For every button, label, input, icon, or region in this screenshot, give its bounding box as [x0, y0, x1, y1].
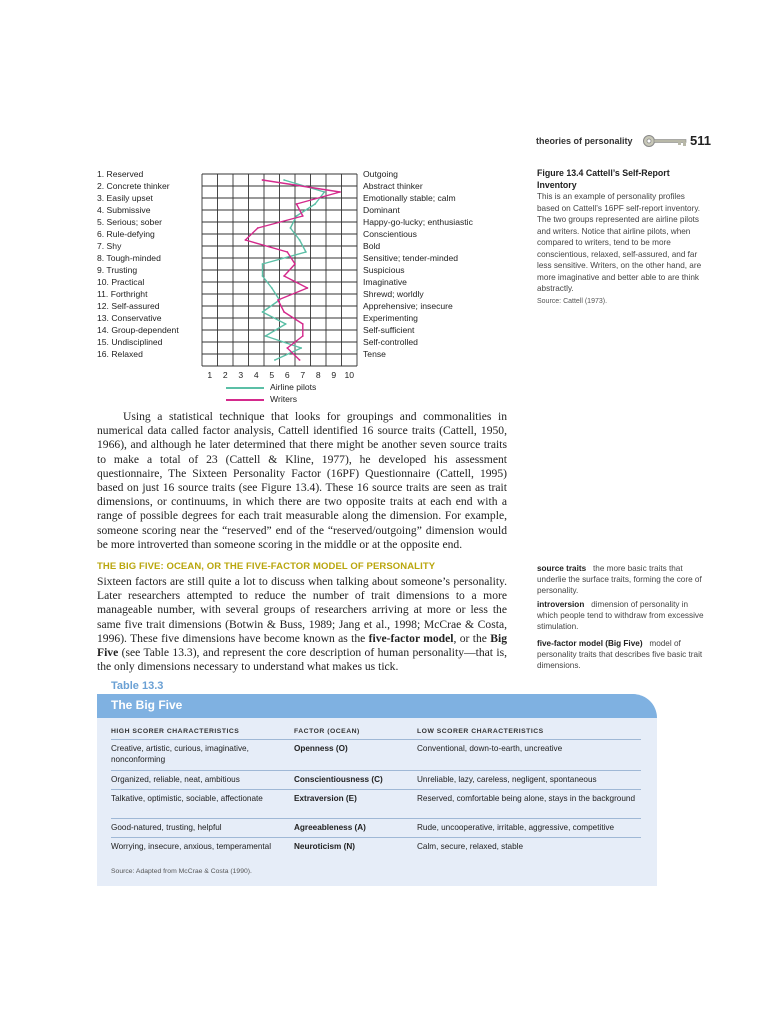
- low-scorer-cell: Unreliable, lazy, careless, negligent, spontaneous: [417, 775, 597, 784]
- right-trait-12: Apprehensive; insecure: [363, 301, 453, 311]
- low-scorer-cell: Conventional, down-to-earth, uncreative: [417, 744, 563, 753]
- header-low-scorer: LOW SCORER CHARACTERISTICS: [417, 728, 544, 735]
- series-point: [262, 263, 264, 265]
- high-scorer-cell: Worrying, insecure, anxious, temperamental: [111, 842, 272, 851]
- body-paragraph-1: Using a statistical technique that looks for groupings and commonalities in numerical data called factor analysis, Cattell identified 16 source traits (Cattell, 1950, 1966), and although he later determined that there might be another seven source traits to make a total of 23 (Cattell & Kline, 1977), he developed his assessment questionnaire, The Sixteen Personality Factor (16PF) Questionnaire (Cattell, 1995) based on just 16 source traits (see Figure 13.4). These 16 source traits are seen as trait dimensions, or continuums, in which there are two opposite traits at each end with a range of possible degrees for each trait measurable along the dimension. For example, someone scoring near the “reserved” end of the “reserved/outgoing” dimension would be more introverted than someone scoring in the middle or at the opposite end.: [97, 410, 507, 551]
- table-row: [111, 789, 641, 803]
- right-trait-15: Self-controlled: [363, 337, 418, 347]
- series-point: [339, 191, 341, 193]
- series-point: [271, 287, 273, 289]
- right-trait-6: Conscientious: [363, 229, 417, 239]
- x-tick-label: 4: [253, 370, 259, 380]
- key-icon: [642, 134, 688, 148]
- series-point: [296, 215, 298, 217]
- series-point: [299, 359, 301, 361]
- left-trait-6: 6. Rule-defying: [97, 229, 155, 239]
- right-trait-8: Sensitive; tender-minded: [363, 253, 459, 263]
- left-trait-13: 13. Conservative: [97, 313, 162, 323]
- header-high-scorer: HIGH SCORER CHARACTERISTICS: [111, 728, 240, 735]
- right-trait-3: Emotionally stable; calm: [363, 193, 456, 203]
- left-trait-labels: [97, 168, 179, 360]
- table-title: The Big Five: [111, 698, 183, 712]
- series-point: [314, 203, 316, 205]
- left-trait-15: 15. Undisciplined: [97, 337, 163, 347]
- x-tick-label: 9: [331, 370, 337, 380]
- series-point: [257, 227, 259, 229]
- left-trait-10: 10. Practical: [97, 277, 145, 287]
- legend-swatch: [226, 399, 264, 401]
- x-tick-label: 7: [300, 370, 306, 380]
- left-trait-8: 8. Tough-minded: [97, 253, 161, 263]
- left-trait-12: 12. Self-assured: [97, 301, 160, 311]
- factor-cell: Conscientiousness (C): [294, 775, 383, 784]
- left-trait-14: 14. Group-dependent: [97, 325, 179, 335]
- series-point: [299, 239, 301, 241]
- low-scorer-cell: Reserved, comfortable being alone, stays in the background: [417, 794, 636, 803]
- series-point: [245, 239, 247, 241]
- x-tick-label: 6: [284, 370, 290, 380]
- term-big-five: Big Five: [97, 631, 507, 660]
- para2-text-e: (see Table 13.3), and represent the core description of human personality—that is, the only dimensions necessary to understand what makes us tick.: [97, 646, 507, 674]
- high-scorer-cell: Organized, reliable, neat, ambitious: [111, 775, 240, 784]
- factor-cell: Neuroticism (N): [294, 842, 355, 851]
- big-five-table: [97, 694, 657, 886]
- series-point: [290, 227, 292, 229]
- right-trait-4: Dominant: [363, 205, 400, 215]
- series-point: [262, 311, 264, 313]
- series-point: [286, 347, 288, 349]
- series-point: [265, 335, 267, 337]
- left-trait-3: 3. Easily upset: [97, 193, 153, 203]
- series-point: [302, 215, 304, 217]
- left-trait-16: 16. Relaxed: [97, 349, 143, 359]
- high-scorer-cell: Talkative, optimistic, sociable, affectionate: [111, 794, 263, 803]
- figure-caption-source: Source: Cattell (1973).: [537, 297, 608, 305]
- glossary-five-factor-model: five-factor model (Big Five) model of personality traits that describes five basic trait dimensions.: [537, 639, 703, 670]
- figure-caption-title: Figure 13.4 Cattell’s Self-Report Inventory: [537, 168, 670, 190]
- left-trait-4: 4. Submissive: [97, 205, 151, 215]
- glossary-source-traits: source traits the more basic traits that underlie the surface traits, forming the core of personality.: [537, 564, 702, 595]
- page-number: 511: [690, 133, 711, 148]
- glossary-introversion: introversion dimension of personality in which people tend to withdraw from excessive stimulation.: [537, 600, 704, 631]
- table-row: [111, 837, 641, 851]
- series-point: [302, 335, 304, 337]
- profile-chart: [192, 168, 360, 380]
- right-trait-1: Outgoing: [363, 169, 398, 179]
- series-point: [302, 323, 304, 325]
- right-trait-9: Suspicious: [363, 265, 405, 275]
- legend-label: Airline pilots: [270, 382, 317, 392]
- left-trait-9: 9. Trusting: [97, 265, 138, 275]
- left-trait-7: 7. Shy: [97, 241, 122, 251]
- right-trait-labels: [363, 168, 473, 360]
- left-trait-2: 2. Concrete thinker: [97, 181, 170, 191]
- table-source: Source: Adapted from McCrae & Costa (1990).: [111, 868, 252, 875]
- series-point: [277, 299, 279, 301]
- para2-text-a: Sixteen factors are still quite a lot to discuss when talking about someone’s personality. Later researchers attempted to reduce the number of trait dimensions to a more manageable number, with several groups of researchers arriving at more or less the same five trait dimensions (Botwin & Buss, 1989; Jang et al., 1998; McCrae & Costa, 1996). These five dimensions have become known as the: [97, 575, 507, 645]
- left-trait-1: 1. Reserved: [97, 169, 144, 179]
- series-point: [283, 275, 285, 277]
- series-point: [305, 251, 307, 253]
- x-tick-label: 1: [207, 370, 213, 380]
- right-trait-13: Experimenting: [363, 313, 418, 323]
- series-point: [307, 287, 309, 289]
- left-trait-5: 5. Serious; sober: [97, 217, 162, 227]
- series-point: [262, 275, 264, 277]
- table-row: [111, 818, 641, 832]
- x-tick-label: 2: [222, 370, 228, 380]
- factor-cell: Extraversion (E): [294, 794, 357, 803]
- header-factor: FACTOR (OCEAN): [294, 728, 360, 735]
- series-point: [274, 359, 276, 361]
- series-point: [286, 251, 288, 253]
- series-point: [285, 323, 287, 325]
- table-label: Table 13.3: [111, 680, 164, 692]
- factor-cell: Agreeableness (A): [294, 823, 366, 832]
- legend-swatch: [226, 387, 264, 389]
- x-tick-label: 8: [315, 370, 321, 380]
- running-header: [536, 132, 716, 152]
- right-trait-14: Self-sufficient: [363, 325, 415, 335]
- right-trait-11: Shrewd; worldly: [363, 289, 424, 299]
- right-trait-10: Imaginative: [363, 277, 407, 287]
- factor-cell: Openness (O): [294, 744, 348, 753]
- high-scorer-cell: Creative, artistic, curious, imaginative, nonconforming: [111, 744, 249, 764]
- figure-caption: [537, 168, 709, 307]
- low-scorer-cell: Calm, secure, relaxed, stable: [417, 842, 524, 851]
- series-point: [296, 203, 298, 205]
- right-trait-16: Tense: [363, 349, 386, 359]
- series-point: [294, 263, 296, 265]
- para2-text-c: , or the: [453, 631, 491, 645]
- high-scorer-cell: Good-natured, trusting, helpful: [111, 823, 222, 832]
- x-tick-label: 5: [269, 370, 275, 380]
- left-trait-11: 11. Forthright: [97, 289, 148, 299]
- series-point: [262, 179, 264, 181]
- body-paragraph-2: [97, 575, 507, 674]
- term-five-factor-model: five-factor model: [368, 631, 454, 645]
- series-point: [300, 347, 302, 349]
- running-title: theories of personality: [536, 136, 633, 146]
- figure-caption-text: This is an example of personality profiles based on Cattell’s 16PF self-report inventory. The two groups represented are airline pilots and writers. Notice that airline pilots, when compared to writers, tend to be more conscientious, relaxed, self-assured, and far less sensitive. Writers, on the other hand, are more imaginative and better able to are think abstractly.: [537, 192, 702, 293]
- series-point: [283, 311, 285, 313]
- section-heading: THE BIG FIVE: OCEAN, OR THE FIVE-FACTOR MODEL OF PERSONALITY: [97, 561, 436, 572]
- right-trait-5: Happy-go-lucky; enthusiastic: [363, 217, 473, 227]
- table-title-bar: [97, 694, 657, 718]
- right-trait-7: Bold: [363, 241, 381, 251]
- low-scorer-cell: Rude, uncooperative, irritable, aggressive, competitive: [417, 823, 615, 832]
- series-point: [283, 179, 285, 181]
- series-point: [324, 191, 326, 193]
- table-row: [111, 770, 641, 784]
- x-tick-label: 3: [238, 370, 244, 380]
- table-row: [111, 739, 641, 764]
- x-tick-label: 10: [344, 370, 355, 380]
- right-trait-2: Abstract thinker: [363, 181, 423, 191]
- legend-label: Writers: [270, 394, 298, 404]
